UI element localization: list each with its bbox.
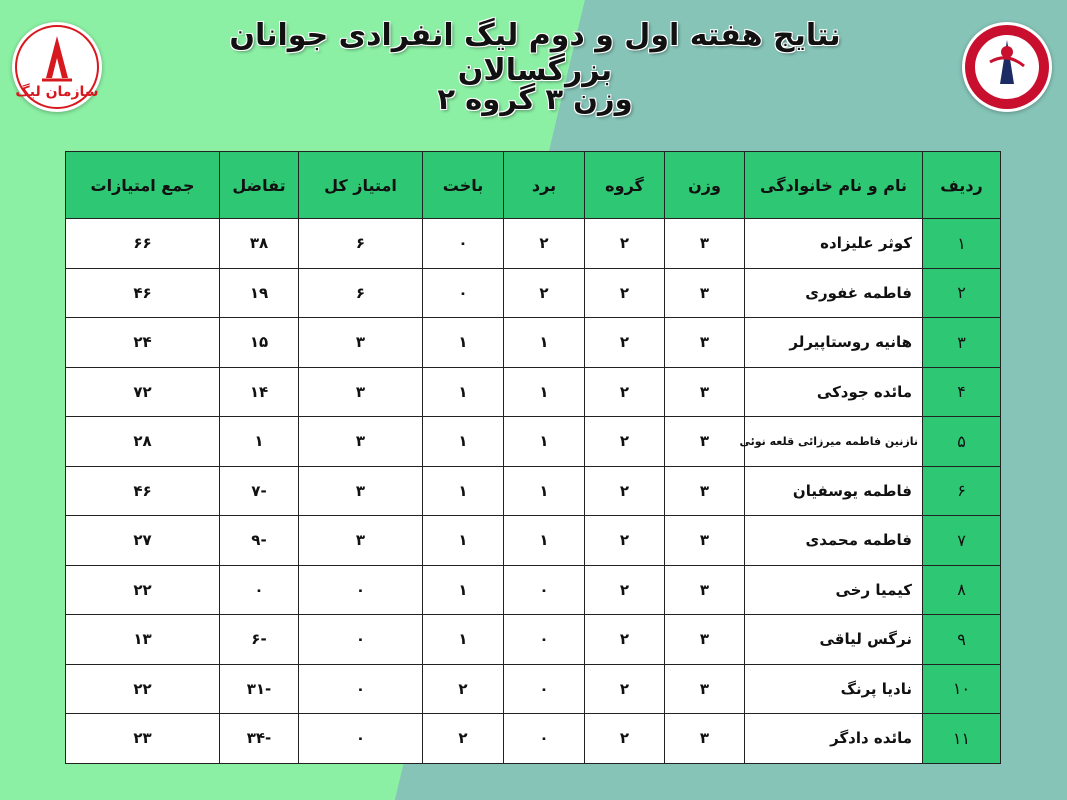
table-row	[66, 615, 1001, 665]
table-row	[66, 565, 1001, 615]
cell-difference: -۶	[220, 615, 299, 665]
table-row	[66, 714, 1001, 764]
table-row	[66, 516, 1001, 566]
header-name: نام و نام خانوادگی	[745, 152, 923, 219]
table-row	[66, 664, 1001, 714]
cell-losses: ۰	[423, 219, 504, 269]
cell-name: فاطمه یوسفیان	[745, 466, 923, 516]
cell-weight: ۳	[665, 466, 745, 516]
cell-total-points: ۳	[299, 367, 423, 417]
table-row	[66, 466, 1001, 516]
cell-losses: ۰	[423, 268, 504, 318]
cell-weight: ۳	[665, 417, 745, 467]
cell-weight: ۳	[665, 268, 745, 318]
cell-losses: ۲	[423, 664, 504, 714]
table-row	[66, 219, 1001, 269]
cell-name: نرگس لیاقی	[745, 615, 923, 665]
cell-score-sum: ۲۷	[66, 516, 220, 566]
results-table	[65, 151, 1001, 764]
cell-weight: ۳	[665, 516, 745, 566]
cell-weight: ۳	[665, 615, 745, 665]
table-row	[66, 318, 1001, 368]
cell-wins: ۰	[504, 664, 585, 714]
cell-total-points: ۳	[299, 318, 423, 368]
cell-score-sum: ۴۶	[66, 268, 220, 318]
cell-name: کوثر علیزاده	[745, 219, 923, 269]
cell-rank: ۹	[923, 615, 1001, 665]
federation-logo	[962, 22, 1052, 112]
page-title: نتایج هفته اول و دوم لیگ انفرادی جوانان بزرگسالان	[229, 18, 841, 88]
cell-weight: ۳	[665, 565, 745, 615]
cell-name: نادیا پرنگ	[745, 664, 923, 714]
cell-weight: ۳	[665, 714, 745, 764]
cell-losses: ۱	[423, 367, 504, 417]
cell-losses: ۱	[423, 466, 504, 516]
table-row	[66, 417, 1001, 467]
cell-difference: -۳۱	[220, 664, 299, 714]
cell-rank: ۴	[923, 367, 1001, 417]
cell-difference: -۹	[220, 516, 299, 566]
cell-rank: ۳	[923, 318, 1001, 368]
cell-group: ۲	[585, 268, 665, 318]
cell-wins: ۲	[504, 268, 585, 318]
cell-group: ۲	[585, 367, 665, 417]
cell-group: ۲	[585, 664, 665, 714]
cell-wins: ۱	[504, 417, 585, 467]
cell-score-sum: ۲۲	[66, 664, 220, 714]
cell-group: ۲	[585, 714, 665, 764]
cell-rank: ۱۱	[923, 714, 1001, 764]
cell-difference: ۳۸	[220, 219, 299, 269]
cell-rank: ۲	[923, 268, 1001, 318]
league-organization-logo	[12, 22, 102, 112]
cell-wins: ۱	[504, 318, 585, 368]
cell-losses: ۱	[423, 516, 504, 566]
results-table-container	[65, 151, 1000, 764]
cell-rank: ۱	[923, 219, 1001, 269]
cell-losses: ۱	[423, 565, 504, 615]
header-score-sum: جمع امتیازات	[66, 152, 220, 219]
cell-score-sum: ۲۸	[66, 417, 220, 467]
cell-name: مائده دادگر	[745, 714, 923, 764]
cell-weight: ۳	[665, 367, 745, 417]
cell-name: مائده جودکی	[745, 367, 923, 417]
cell-score-sum: ۴۶	[66, 466, 220, 516]
table-row	[66, 268, 1001, 318]
cell-difference: ۱	[220, 417, 299, 467]
cell-difference: -۷	[220, 466, 299, 516]
table-row	[66, 367, 1001, 417]
cell-score-sum: ۷۲	[66, 367, 220, 417]
cell-wins: ۰	[504, 565, 585, 615]
cell-total-points: ۰	[299, 664, 423, 714]
header-wins: برد	[504, 152, 585, 219]
header-total-points: امتیاز کل	[299, 152, 423, 219]
table-header-row	[66, 152, 1001, 219]
cell-difference: ۰	[220, 565, 299, 615]
cell-weight: ۳	[665, 318, 745, 368]
table-body	[66, 219, 1001, 764]
header-difference: تفاضل	[220, 152, 299, 219]
cell-score-sum: ۲۳	[66, 714, 220, 764]
cell-wins: ۰	[504, 615, 585, 665]
cell-group: ۲	[585, 219, 665, 269]
cell-wins: ۲	[504, 219, 585, 269]
cell-name: نازنین فاطمه میرزائی قلعه نوئی	[745, 417, 923, 467]
cell-rank: ۵	[923, 417, 1001, 467]
cell-score-sum: ۶۶	[66, 219, 220, 269]
header-losses: باخت	[423, 152, 504, 219]
cell-wins: ۰	[504, 714, 585, 764]
cell-total-points: ۳	[299, 466, 423, 516]
cell-group: ۲	[585, 417, 665, 467]
cell-losses: ۱	[423, 615, 504, 665]
cell-total-points: ۶	[299, 268, 423, 318]
cell-total-points: ۳	[299, 417, 423, 467]
cell-group: ۲	[585, 615, 665, 665]
cell-total-points: ۰	[299, 615, 423, 665]
league-logo-text: سازمان لیگ	[15, 84, 99, 100]
cell-weight: ۳	[665, 219, 745, 269]
cell-total-points: ۳	[299, 516, 423, 566]
federation-emblem-icon	[962, 22, 1052, 112]
cell-total-points: ۰	[299, 714, 423, 764]
cell-difference: ۱۴	[220, 367, 299, 417]
cell-name: فاطمه محمدی	[745, 516, 923, 566]
cell-wins: ۱	[504, 466, 585, 516]
cell-losses: ۲	[423, 714, 504, 764]
cell-losses: ۱	[423, 417, 504, 467]
cell-rank: ۱۰	[923, 664, 1001, 714]
cell-difference: ۱۹	[220, 268, 299, 318]
cell-rank: ۸	[923, 565, 1001, 615]
cell-name: کیمیا رخی	[745, 565, 923, 615]
cell-wins: ۱	[504, 516, 585, 566]
cell-group: ۲	[585, 516, 665, 566]
cell-wins: ۱	[504, 367, 585, 417]
page-subtitle: وزن ۳ گروه ۲	[437, 82, 633, 116]
cell-name: هانیه روستاپیرلر	[745, 318, 923, 368]
cell-rank: ۷	[923, 516, 1001, 566]
header-rank: ردیف	[923, 152, 1001, 219]
cell-total-points: ۰	[299, 565, 423, 615]
cell-group: ۲	[585, 318, 665, 368]
header-group: گروه	[585, 152, 665, 219]
cell-difference: ۱۵	[220, 318, 299, 368]
header-weight: وزن	[665, 152, 745, 219]
cell-name: فاطمه غفوری	[745, 268, 923, 318]
cell-total-points: ۶	[299, 219, 423, 269]
cell-weight: ۳	[665, 664, 745, 714]
cell-score-sum: ۲۲	[66, 565, 220, 615]
cell-losses: ۱	[423, 318, 504, 368]
cell-score-sum: ۱۳	[66, 615, 220, 665]
cell-rank: ۶	[923, 466, 1001, 516]
cell-group: ۲	[585, 565, 665, 615]
cell-score-sum: ۲۴	[66, 318, 220, 368]
cell-difference: -۳۴	[220, 714, 299, 764]
cell-group: ۲	[585, 466, 665, 516]
